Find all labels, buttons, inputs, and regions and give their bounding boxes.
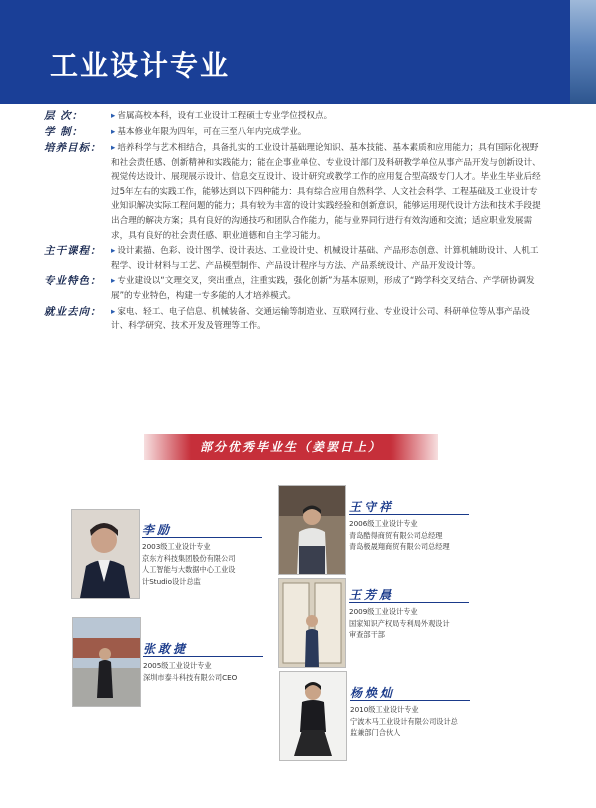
info-label: 层 次： bbox=[44, 110, 84, 122]
info-label: 专业特色： bbox=[44, 275, 102, 288]
tick-icon: ▸ bbox=[111, 127, 116, 137]
page-title: 工业设计专业 bbox=[50, 49, 231, 82]
graduate-detail: 2009级工业设计专业 bbox=[349, 607, 418, 616]
graduate-zhang-ganjie bbox=[143, 640, 273, 683]
graduate-name: 王芳晨 bbox=[349, 588, 395, 602]
divider bbox=[142, 537, 262, 538]
graduate-detail: 监兼部门合伙人 bbox=[350, 728, 401, 737]
graduate-yang-huancan bbox=[350, 684, 490, 739]
graduate-detail: 青岛极晟翔商贸有限公司总经理 bbox=[349, 542, 450, 551]
info-value: ▸ 基本修业年限为四年，可在三至八年内完成学业。 bbox=[111, 127, 307, 137]
info-value: ▸ 培养科学与艺术相结合，具备扎实的工业设计基础理论知识、基本技能、基本素质和应用能力；具有国际化视野和社会责任感、创新精神和实践能力；能在企事业单位、专业设计部门及科研教学单位从事产品开发与创新设计、视觉传达设计、展现展示设计、信息交互设计、设计研究或教学工作的应用复合型高级专门人才。毕业生毕业后经过5年左右的实践工作，能够达到以下四种能力：具有综合应用自然科学、人文社会科学、工程基础及工业设计专业知识解决实际工程问题的能力；具有较为丰富的设计实践经验和创新意识，能够运用现代设计方法和技术手段提出合理的解决方案；具有良好的沟通技巧和团队合作能力，能与业界同行进行有效沟通和交流；适应职业发展需求，具有良好的社会责任感、职业道德和自主学习能力。 bbox=[111, 143, 541, 241]
info-row-goal bbox=[44, 141, 544, 243]
portrait-image bbox=[280, 672, 346, 760]
graduate-detail: 计Studio设计总监 bbox=[142, 576, 201, 586]
info-row-careers bbox=[44, 305, 544, 334]
graduate-detail: 国家知识产权局专利局外观设计 bbox=[349, 618, 450, 628]
graduate-detail: 宁波木马工业设计有限公司设计总 bbox=[350, 716, 458, 726]
graduate-detail: 2003级工业设计专业 bbox=[142, 542, 211, 551]
info-label: 学 制： bbox=[44, 126, 84, 138]
info-label: 就业去向： bbox=[44, 305, 102, 318]
portrait-image bbox=[279, 579, 345, 667]
footer-mark bbox=[70, 796, 170, 804]
graduate-photo-wang-fangchen bbox=[278, 578, 346, 668]
info-row-features bbox=[44, 274, 544, 303]
graduate-li-li bbox=[142, 521, 272, 587]
tick-icon: ▸ bbox=[111, 143, 116, 153]
graduate-detail: 2005级工业设计专业 bbox=[143, 661, 212, 670]
portrait-image bbox=[73, 618, 140, 706]
info-row-level bbox=[44, 109, 544, 124]
info-value: ▸ 专业建设以“文理交叉，突出重点，注重实践，强化创新”为基本原则，形成了“跨学科交叉结合、产学研协调发展”的专业特色，构建一专多能的人才培养模式。 bbox=[111, 276, 535, 301]
info-value: ▸ 省属高校本科，设有工业设计工程硕士专业学位授权点。 bbox=[111, 111, 333, 121]
divider bbox=[143, 656, 263, 657]
graduate-detail: 2006级工业设计专业 bbox=[349, 519, 418, 528]
info-value: ▸ 设计素描、色彩、设计图学、设计表达、工业设计史、机械设计基础、产品形态创意、计算机辅助设计、人机工程学、设计材料与工艺、产品模型制作、产品设计程序与方法、产品系统设计、产品开发设计等。 bbox=[111, 246, 539, 271]
graduate-name: 张敢捷 bbox=[143, 642, 189, 656]
graduate-detail: 人工智能与大数据中心工业设 bbox=[142, 565, 236, 574]
info-label: 主干课程： bbox=[44, 245, 102, 258]
portrait-image bbox=[279, 486, 345, 574]
graduate-detail: 2010级工业设计专业 bbox=[350, 705, 419, 714]
graduate-photo-yang-huancan bbox=[279, 671, 347, 761]
graduate-detail: 京东方科技集团股份有限公司 bbox=[142, 553, 236, 563]
tick-icon: ▸ bbox=[111, 111, 116, 121]
graduate-name: 杨焕灿 bbox=[350, 686, 396, 700]
graduate-photo-zhang-ganjie bbox=[72, 617, 141, 707]
tick-icon: ▸ bbox=[111, 276, 116, 287]
graduate-photo-li-li bbox=[71, 509, 140, 599]
graduate-wang-fangchen bbox=[349, 586, 489, 641]
graduates-banner bbox=[144, 434, 438, 460]
info-value: ▸ 家电、轻工、电子信息、机械装备、交通运输等制造业、互联网行业、专业设计公司、科研单位等从事产品设计、科学研究、技术开发及管理等工作。 bbox=[111, 306, 530, 332]
tick-icon: ▸ bbox=[111, 246, 116, 257]
header-cover-image bbox=[570, 0, 596, 104]
info-label: 培养目标： bbox=[44, 142, 102, 154]
divider bbox=[349, 602, 469, 603]
program-info bbox=[44, 109, 544, 335]
graduate-wang-shouxiang bbox=[349, 498, 489, 553]
graduate-detail: 青岛酷得商贸有限公司总经理 bbox=[349, 530, 443, 540]
graduate-detail: 深圳市泰斗科技有限公司CEO bbox=[143, 672, 238, 682]
info-row-duration bbox=[44, 125, 544, 140]
banner-title: 部分优秀毕业生（姜罢日上） bbox=[199, 440, 382, 454]
divider bbox=[349, 514, 469, 515]
tick-icon: ▸ bbox=[111, 306, 116, 317]
graduate-detail: 审查部干部 bbox=[349, 630, 385, 639]
divider bbox=[350, 700, 470, 701]
info-row-courses bbox=[44, 244, 544, 273]
graduate-name: 李励 bbox=[142, 523, 173, 537]
graduate-photo-wang-shouxiang bbox=[278, 485, 346, 575]
portrait-image bbox=[72, 510, 139, 598]
graduate-name: 王守祥 bbox=[349, 500, 395, 514]
